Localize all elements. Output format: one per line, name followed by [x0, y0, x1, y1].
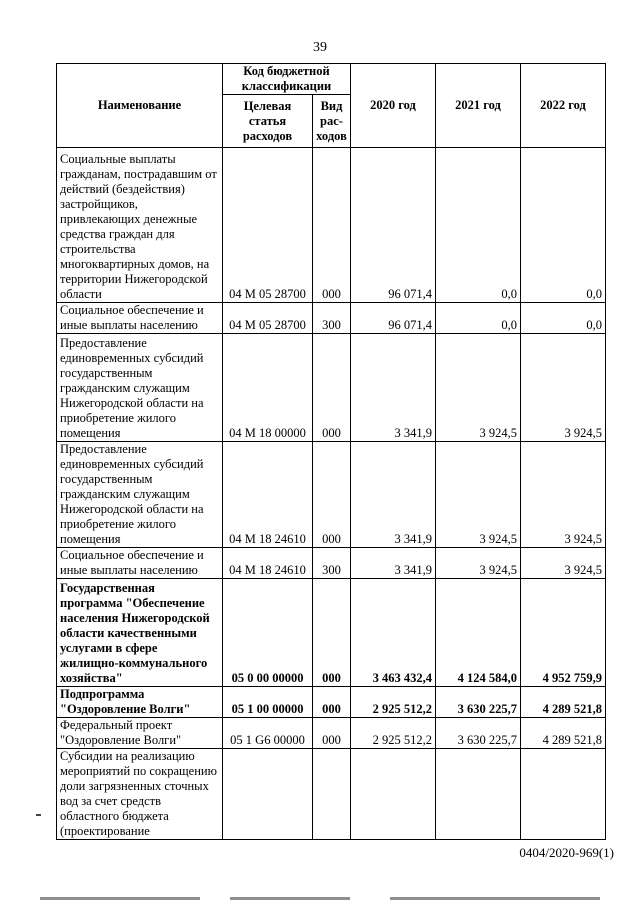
header-code-group: Код бюджетной классификации	[223, 64, 351, 95]
row-name: Субсидии на реализацию мероприятий по сокращению доли загрязненных сточных вод за счет средств областного бюджета (проектирование	[57, 749, 223, 840]
scan-artifact-line	[40, 897, 200, 900]
table-row	[57, 749, 606, 840]
row-expense-type: 000	[313, 148, 351, 303]
header-2022: 2022 год	[521, 64, 606, 148]
table-row	[57, 334, 606, 442]
row-expense-type: 300	[313, 548, 351, 579]
row-target-article: 04 М 18 24610	[223, 548, 313, 579]
row-name: Государственная программа "Обеспечение населения Нижегородской области качественными услугами в сфере жилищно-коммунального хозяйства"	[57, 579, 223, 687]
row-target-article: 04 М 05 28700	[223, 148, 313, 303]
header-expense-type: Вид рас-ходов	[313, 95, 351, 148]
row-2021: 3 924,5	[436, 334, 521, 442]
row-expense-type: 000	[313, 718, 351, 749]
row-expense-type: 000	[313, 334, 351, 442]
row-2022: 3 924,5	[521, 548, 606, 579]
row-2021: 4 124 584,0	[436, 579, 521, 687]
row-target-article: 04 М 05 28700	[223, 303, 313, 334]
row-2020: 96 071,4	[351, 303, 436, 334]
row-2020: 3 341,9	[351, 334, 436, 442]
row-2020: 2 925 512,2	[351, 718, 436, 749]
row-expense-type	[313, 749, 351, 840]
row-2022: 3 924,5	[521, 334, 606, 442]
row-2021: 3 924,5	[436, 548, 521, 579]
row-2020: 96 071,4	[351, 148, 436, 303]
row-2020: 3 463 432,4	[351, 579, 436, 687]
page-number: 39	[313, 40, 327, 55]
row-expense-type: 300	[313, 303, 351, 334]
row-2020: 3 341,9	[351, 442, 436, 548]
row-target-article: 04 М 18 00000	[223, 334, 313, 442]
row-2022: 4 289 521,8	[521, 718, 606, 749]
row-2021: 3 924,5	[436, 442, 521, 548]
row-name: Социальные выплаты гражданам, пострадавшим от действий (бездействия) застройщиков, привлекающих денежные средства граждан для строительства многоквартирных домов, на территории Нижегородской области	[57, 148, 223, 303]
row-target-article: 05 1 00 00000	[223, 687, 313, 718]
scan-artifact-line	[230, 897, 350, 900]
header-target-article: Целевая статья расходов	[223, 95, 313, 148]
table-row	[57, 718, 606, 749]
row-target-article: 04 М 18 24610	[223, 442, 313, 548]
row-2021: 0,0	[436, 303, 521, 334]
row-2022	[521, 749, 606, 840]
row-2020: 2 925 512,2	[351, 687, 436, 718]
header-2021: 2021 год	[436, 64, 521, 148]
row-2022: 0,0	[521, 148, 606, 303]
row-expense-type: 000	[313, 579, 351, 687]
table-row	[57, 548, 606, 579]
header-name: Наименование	[57, 64, 223, 148]
row-2022: 3 924,5	[521, 442, 606, 548]
row-2022: 0,0	[521, 303, 606, 334]
row-2021	[436, 749, 521, 840]
row-name: Федеральный проект "Оздоровление Волги"	[57, 718, 223, 749]
row-2021: 3 630 225,7	[436, 718, 521, 749]
table-row	[57, 579, 606, 687]
row-name: Социальное обеспечение и иные выплаты населению	[57, 548, 223, 579]
row-name: Предоставление единовременных субсидий государственным гражданским служащим Нижегородской области на приобретение жилого помещения	[57, 442, 223, 548]
scan-artifact-line	[390, 897, 600, 900]
scan-artifact-mark	[36, 814, 41, 816]
table-row	[57, 303, 606, 334]
row-name: Подпрограмма "Оздоровление Волги"	[57, 687, 223, 718]
row-2021: 0,0	[436, 148, 521, 303]
row-target-article: 05 0 00 00000	[223, 579, 313, 687]
row-2022: 4 289 521,8	[521, 687, 606, 718]
header-2020: 2020 год	[351, 64, 436, 148]
table-row	[57, 442, 606, 548]
table-row	[57, 148, 606, 303]
table-row	[57, 687, 606, 718]
budget-table	[56, 63, 606, 840]
row-name: Предоставление единовременных субсидий государственным гражданским служащим Нижегородской области на приобретение жилого помещения	[57, 334, 223, 442]
row-name: Социальное обеспечение и иные выплаты населению	[57, 303, 223, 334]
row-expense-type: 000	[313, 442, 351, 548]
row-2020	[351, 749, 436, 840]
row-target-article	[223, 749, 313, 840]
document-code: 0404/2020-969(1)	[519, 845, 614, 860]
row-2022: 4 952 759,9	[521, 579, 606, 687]
row-2020: 3 341,9	[351, 548, 436, 579]
row-2021: 3 630 225,7	[436, 687, 521, 718]
row-expense-type: 000	[313, 687, 351, 718]
row-target-article: 05 1 G6 00000	[223, 718, 313, 749]
